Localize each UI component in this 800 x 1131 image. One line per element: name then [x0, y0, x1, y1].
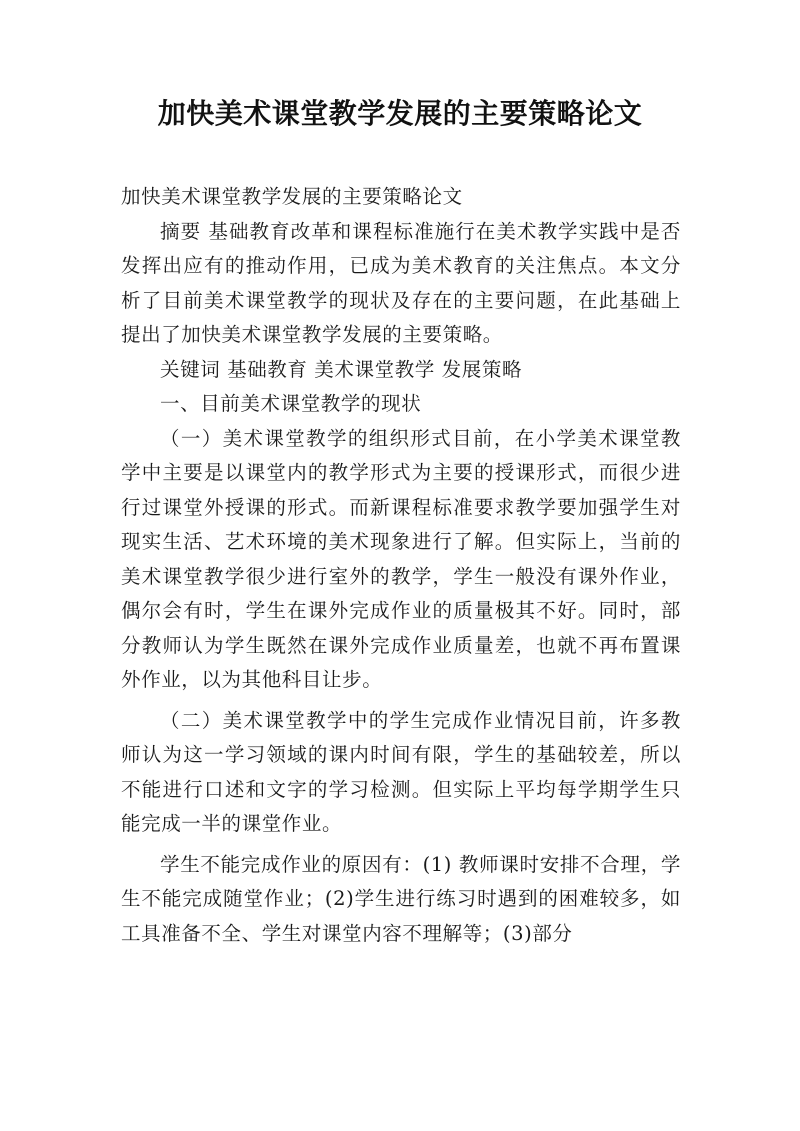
document-subtitle: 加快美术课堂教学发展的主要策略论文: [121, 185, 463, 208]
abstract-paragraph: 摘要 基础教育改革和课程标准施行在美术教学实践中是否发挥出应有的推动作用，已成为美术教育的关注焦点。本文分析了目前美术课堂教学的现状及存在的主要问题，在此基础上提出了加快美术课堂教学发展的主要策略。: [121, 219, 681, 346]
document-body: [121, 180, 681, 951]
section-heading: 一、目前美术课堂教学的现状: [160, 392, 422, 415]
document-title: 加快美术课堂教学发展的主要策略论文: [157, 97, 643, 130]
keywords-line: 关键词 基础教育 美术课堂教学 发展策略: [160, 357, 523, 381]
body-paragraph-3: 学生不能完成作业的原因有：(1) 教师课时安排不合理，学生不能完成随堂作业；(2)学生进行练习时遇到的困难较多，如工具准备不全、学生对课堂内容不理解等；(3)部分: [121, 852, 681, 945]
body-paragraph-1: （一）美术课堂教学的组织形式目前，在小学美术课堂教学中主要是以课堂内的教学形式为主要的授课形式，而很少进行过课堂外授课的形式。而新课程标准要求教学要加强学生对现实生活、艺术环境的美术现象进行了解。但实际上，当前的美术课堂教学很少进行室外的教学，学生一般没有课外作业，偶尔会有时，学生在课外完成作业的质量极其不好。同时，部分教师认为学生既然在课外完成作业质量差，也就不再布置课外作业，以为其他科目让步。: [121, 426, 681, 691]
body-paragraph-2: （二）美术课堂教学中的学生完成作业情况目前，许多教师认为这一学习领域的课内时间有限，学生的基础较差，所以不能进行口述和文字的学习检测。但实际上平均每学期学生只能完成一半的课堂作业。: [121, 708, 681, 835]
